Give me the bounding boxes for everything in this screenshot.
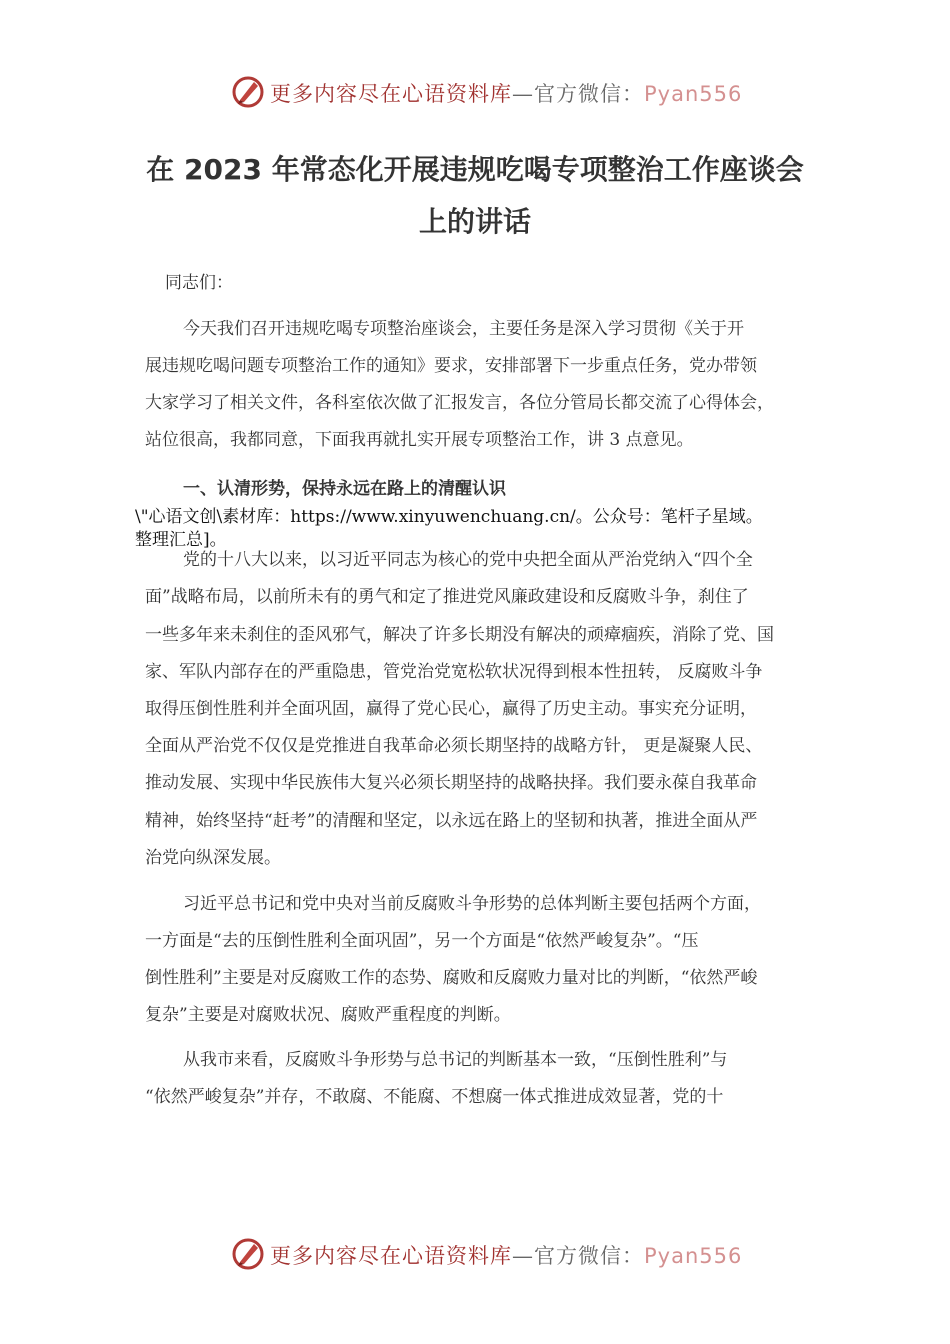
paragraph-1-line: 面”战略布局，以前所未有的勇气和定了推进党风廉政建设和反腐败斗争，刹住了 — [145, 587, 749, 607]
paragraph-2-line: 习近平总书记和党中央对当前反腐败斗争形势的总体判断主要包括两个方面， — [183, 894, 761, 914]
banner-text — [270, 1240, 742, 1270]
document-title-line-1: 在 2023 年常态化开展违规吃喝专项整治工作座谈会 — [146, 153, 804, 186]
banner-dash: — — [512, 1244, 534, 1268]
intro-line: 展违规吃喝问题专项整治工作的通知》要求，安排部署下一步重点任务，党办带领 — [145, 356, 757, 376]
document-title-line-2: 上的讲话 — [418, 205, 531, 238]
paragraph-1-line: 治党向纵深发展。 — [145, 848, 281, 868]
pen-nib-logo-icon — [230, 1236, 266, 1272]
banner-wechat-id: Pyan556 — [644, 1244, 743, 1268]
paragraph-1-line: 党的十八大以来，以习近平同志为核心的党中央把全面从严治党纳入“四个全 — [183, 550, 753, 570]
source-note-line: 整理汇总]。 — [135, 530, 227, 550]
banner-wechat-id: Pyan556 — [644, 82, 743, 106]
salutation: 同志们： — [165, 273, 233, 293]
banner-dash: — — [512, 82, 534, 106]
intro-line: 今天我们召开违规吃喝专项整治座谈会，主要任务是深入学习贯彻《关于开 — [183, 319, 744, 339]
intro-line: 站位很高，我都同意，下面我再就扎实开展专项整治工作，讲 3 点意见。 — [145, 430, 694, 450]
paragraph-2-line: 一方面是“去的压倒性胜利全面巩固”，另一个方面是“依然严峻复杂”。“压 — [145, 931, 699, 951]
intro-line: 大家学习了相关文件，各科室依次做了汇报发言，各位分管局长都交流了心得体会， — [145, 393, 774, 413]
paragraph-1-line: 家、军队内部存在的严重隐患，管党治党宽松软状况得到根本性扭转， 反腐败斗争 — [145, 662, 763, 682]
paragraph-1-line: 精神，始终坚持“赶考”的清醒和坚定，以永远在路上的坚韧和执著，推进全面从严 — [145, 811, 758, 831]
paragraph-1-line: 取得压倒性胜利并全面巩固，赢得了党心民心，赢得了历史主动。事实充分证明， — [145, 699, 757, 719]
paragraph-1-line: 全面从严治党不仅仅是党推进自我革命必须长期坚持的战略方针， 更是凝聚人民、 — [145, 736, 763, 756]
banner-slogan: 更多内容尽在心语资料库 — [270, 1244, 512, 1268]
section-heading-1: 一、认清形势，保持永远在路上的清醒认识 — [183, 479, 506, 499]
banner-wechat-label: 官方微信： — [534, 82, 644, 106]
paragraph-3-line: “依然严峻复杂”并存，不敢腐、不能腐、不想腐一体式推进成效显著，党的十 — [145, 1087, 724, 1107]
paragraph-3-line: 从我市来看，反腐败斗争形势与总书记的判断基本一致，“压倒性胜利”与 — [183, 1050, 728, 1070]
header-banner — [0, 70, 950, 114]
banner-wechat-label: 官方微信： — [534, 1244, 644, 1268]
banner-text — [270, 78, 742, 108]
paragraph-1-line: 一些多年来未刹住的歪风邪气，解决了许多长期没有解决的顽瘴痼疾，消除了党、国 — [145, 625, 774, 645]
paragraph-2-line: 复杂”主要是对腐败状况、腐败严重程度的判断。 — [145, 1005, 511, 1025]
source-note-line: \"心语文创\素材库：https://www.xinyuwenchuang.cn/。公众号：笔杆子星域。 — [135, 507, 763, 527]
paragraph-2-line: 倒性胜利”主要是对反腐败工作的态势、腐败和反腐败力量对比的判断，“依然严峻 — [145, 968, 758, 988]
paragraph-1-line: 推动发展、实现中华民族伟大复兴必须长期坚持的战略抉择。我们要永葆自我革命 — [145, 773, 757, 793]
footer-banner — [0, 1232, 950, 1276]
pen-nib-logo-icon — [230, 74, 266, 110]
banner-slogan: 更多内容尽在心语资料库 — [270, 82, 512, 106]
